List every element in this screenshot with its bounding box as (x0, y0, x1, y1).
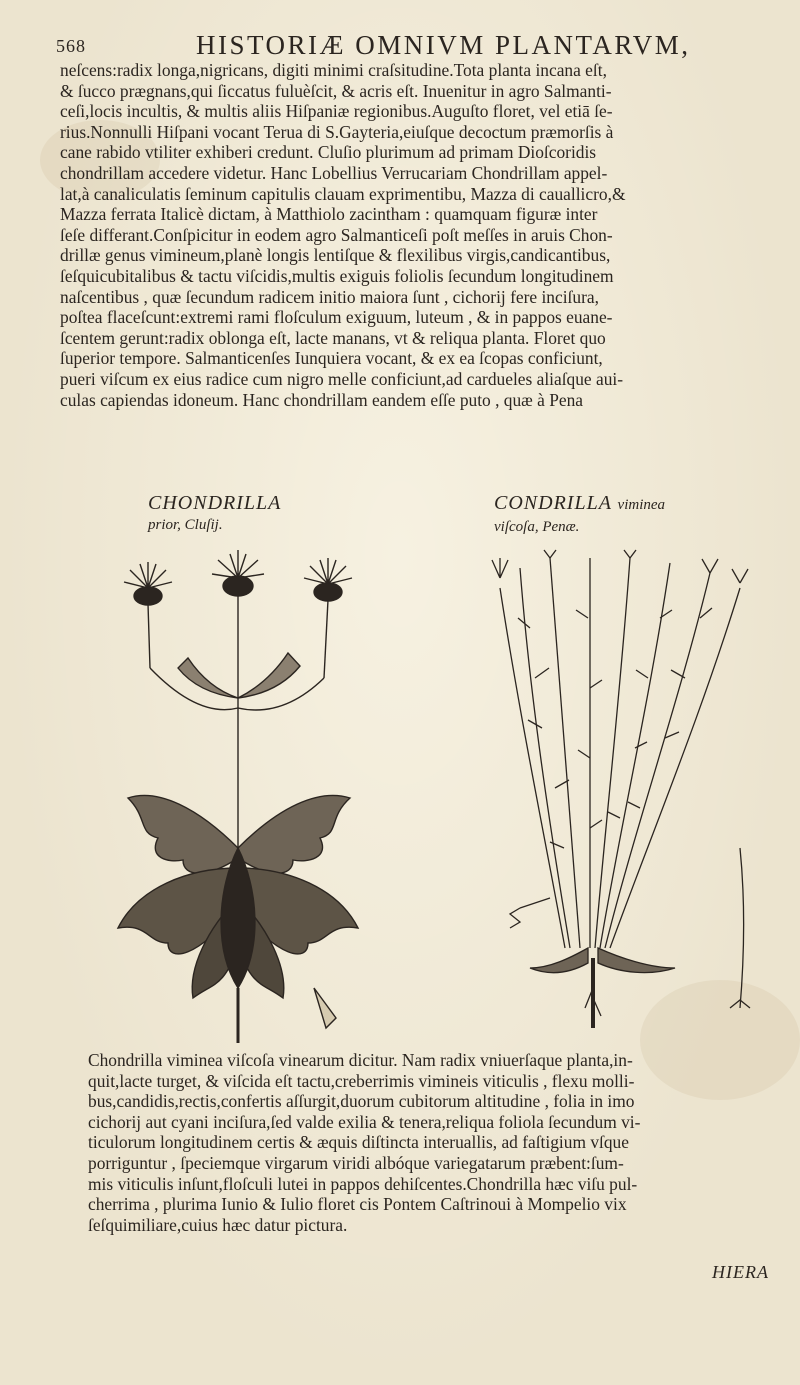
woodcut-chondrilla-prior (88, 548, 388, 1048)
text-line: porriguntur , ſpeciemque virgarum viridi albóque variegatarum præbent:ſum- (88, 1152, 624, 1173)
text-line: cane rabido vtiliter exhiberi credunt. Cluſio plurimum ad primam Dioſcoridis (60, 142, 597, 163)
woodcut-condrilla-viminea (460, 548, 772, 1048)
text-line: rius.Nonnulli Hiſpani vocant Terua di S.Gayteria,eiuſque decoctum præmorſis à (60, 121, 614, 142)
text-line: & ſucco prægnans,qui ſiccatus fuluèſcit, & acris eſt. Inuenitur in agro Salmanti- (60, 80, 612, 101)
figure-caption-left (148, 492, 281, 536)
flower-head (304, 558, 352, 678)
text-line: cherrima , plurima Iunio & Iulio floret cis Pontem Caſtrinoui à Mompelio vix (88, 1194, 627, 1215)
caption-title-suffix: viminea (617, 497, 666, 513)
text-line: ſeſquicubitalibus & tactu viſcidis,multis exiguis foliolis ſecundum longitudinem (60, 265, 614, 286)
flower-head (212, 550, 264, 688)
body-paragraph-2 (88, 1050, 782, 1235)
flower-head (124, 562, 172, 668)
text-line: naſcentibus , quæ ſecundum radicem initio maiora ſunt , cichorij fere inciſura, (60, 286, 599, 307)
body-paragraph-1 (60, 60, 772, 410)
text-line: neſcens:radix longa,nigricans, digiti minimi craſsitudine.Tota planta incana eſt, (60, 60, 607, 80)
text-line: bus,candidis,rectis,confertis aſſurgit,duorum cubitorum altitudine , folia in imo (88, 1091, 635, 1112)
caption-title: CHONDRILLA (148, 492, 282, 514)
text-line: ticulorum longitudinem certis & æquis diſtincta interuallis, ad faſtigium vſque (88, 1132, 629, 1153)
caption-subtitle: prior, Cluſij. (148, 517, 223, 533)
text-line: mis viticulis inſunt,floſculi lutei in pappos dehiſcentes.Chondrilla hæc viſu pul- (88, 1173, 638, 1194)
text-line: pueri viſcum ex eius radice cum nigro melle conficiunt,ad cardueles aliaſque aui- (60, 368, 624, 389)
text-line: Chondrilla viminea viſcoſa vinearum dicitur. Nam radix vniuerſaque planta,in- (88, 1050, 633, 1070)
text-line: cichorij aut cyani inciſura,ſed valde exilia & tenera,reliqua foliola ſecundum vi- (88, 1111, 641, 1132)
page-number: 568 (56, 36, 86, 56)
catchword: HIERA (712, 1262, 769, 1282)
text-line: drillæ genus vimineum,planè longis lentiſque & flexilibus virgis,candicantibus, (60, 245, 611, 266)
page-header (56, 30, 696, 64)
caption-subtitle: viſcoſa, Penæ. (494, 519, 580, 535)
running-title: HISTORIÆ OMNIVM PLANTARVM, (196, 30, 691, 60)
caption-title: CONDRILLA (494, 492, 612, 514)
text-line: Mazza ferrata Italicè dictam, à Matthiolo zacintham : quamquam figuræ inter (60, 204, 598, 225)
text-line: chondrillam accedere videtur. Hanc Lobellius Verrucariam Chondrillam appel- (60, 162, 608, 183)
text-line: ſcentem gerunt:radix oblonga eſt, lacte manans, vt & reliqua planta. Floret quo (60, 327, 606, 348)
text-line: ſeſe differant.Conſpicitur in eodem agro Salmanticeſi poſt meſſes in aruis Chon- (60, 224, 613, 245)
text-line: ſeſquimiliare,cuius hæc datur pictura. (88, 1214, 348, 1235)
text-line: poſtea flaceſcunt:extremi rami floſculum exiguum, luteum , & in pappos euane- (60, 307, 613, 328)
text-line: ſuperior tempore. Salmanticenſes Iunquiera vocant, & ex ea ſcopas conficiunt, (60, 348, 603, 369)
text-line: quit,lacte turget, & viſcida eſt tactu,creberrimis vimineis viticulis , flexu molli- (88, 1070, 635, 1091)
figure-caption-right (494, 492, 665, 538)
text-line: culas capiendas idoneum. Hanc chondrillam eandem eſſe puto , quæ à Pena (60, 389, 584, 410)
text-line: ceſi,locis incultis, & multis aliis Hiſpaniæ regionibus.Auguſto floret, vel etiā ſe- (60, 101, 613, 122)
text-line: lat,à canaliculatis ſeminum capitulis clauam exprimentibu, Mazza di cauallicro,& (60, 183, 626, 204)
